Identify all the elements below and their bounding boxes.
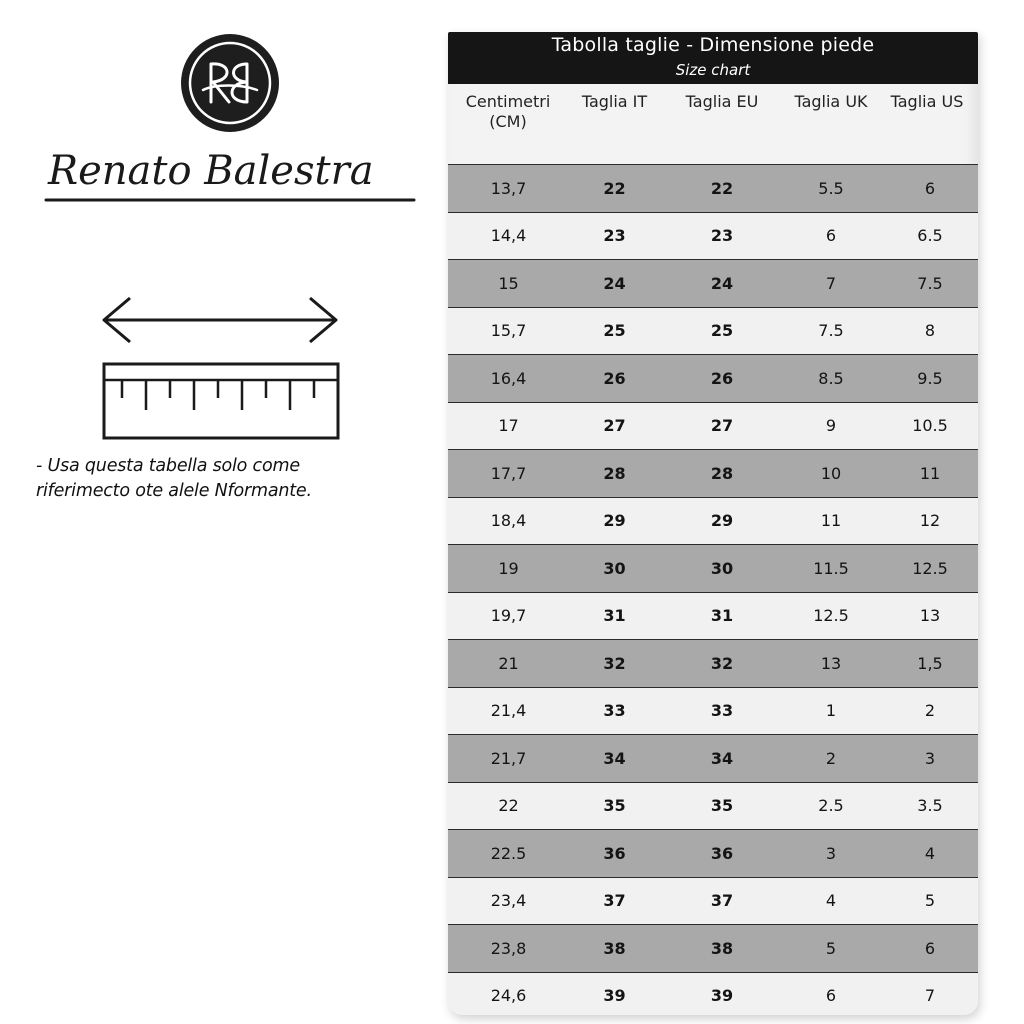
cell-us: 7 bbox=[924, 986, 936, 1006]
cell-cm: 16,4 bbox=[490, 368, 527, 388]
cell-us: 5 bbox=[924, 891, 936, 911]
cell-us: 9.5 bbox=[917, 368, 943, 388]
double-arrow-icon bbox=[96, 292, 344, 348]
cell-uk: 10 bbox=[820, 463, 842, 483]
cell-cm: 23,8 bbox=[490, 938, 527, 958]
cell-uk: 12.5 bbox=[813, 606, 849, 626]
table-row bbox=[448, 972, 978, 1016]
cell-uk: 2 bbox=[825, 748, 837, 768]
cell-us: 6 bbox=[924, 938, 936, 958]
cell-cm: 17,7 bbox=[490, 463, 527, 483]
cell-uk: 6 bbox=[825, 226, 837, 246]
usage-note-line-2: riferimecto ote alele Nformante. bbox=[36, 481, 312, 501]
cell-uk: 6 bbox=[825, 986, 837, 1006]
cell-uk: 3 bbox=[825, 843, 837, 863]
cell-us: 6 bbox=[924, 178, 936, 198]
cell-eu: 28 bbox=[710, 463, 734, 483]
cell-us: 12.5 bbox=[912, 558, 948, 578]
cell-cm: 21 bbox=[498, 653, 519, 673]
cell-uk: 7.5 bbox=[818, 321, 844, 341]
cell-cm: 14,4 bbox=[490, 226, 527, 246]
cell-cm: 19 bbox=[498, 558, 519, 578]
cell-cm: 22 bbox=[498, 796, 519, 816]
brand-name: Renato Balestra bbox=[48, 148, 374, 194]
cell-it: 28 bbox=[603, 463, 626, 483]
cell-us: 11 bbox=[919, 463, 941, 483]
cell-uk: 5 bbox=[825, 938, 837, 958]
cell-cm: 23,4 bbox=[490, 891, 527, 911]
cell-cm: 19,7 bbox=[490, 606, 527, 626]
cell-eu: 25 bbox=[710, 321, 734, 341]
cell-us: 3 bbox=[924, 748, 936, 768]
size-chart-header bbox=[448, 32, 978, 84]
brand-monogram-logo bbox=[181, 34, 279, 132]
cell-it: 39 bbox=[603, 986, 626, 1006]
column-header-uk: Taglia UK bbox=[794, 92, 868, 111]
table-row bbox=[448, 402, 978, 450]
cell-eu: 31 bbox=[710, 606, 734, 626]
cell-it: 31 bbox=[603, 606, 626, 626]
size-chart-subtitle: Size chart bbox=[675, 61, 751, 79]
column-header-it: Taglia IT bbox=[581, 92, 648, 111]
table-row bbox=[448, 212, 978, 260]
cell-eu: 38 bbox=[710, 938, 734, 958]
table-row bbox=[448, 544, 978, 592]
cell-eu: 27 bbox=[710, 416, 734, 436]
table-row bbox=[448, 449, 978, 497]
cell-it: 36 bbox=[603, 843, 626, 863]
table-row bbox=[448, 687, 978, 735]
cell-cm: 21,4 bbox=[490, 701, 527, 721]
cell-it: 26 bbox=[603, 368, 626, 388]
cell-it: 29 bbox=[603, 511, 626, 531]
cell-cm: 21,7 bbox=[490, 748, 527, 768]
cell-it: 30 bbox=[603, 558, 626, 578]
table-row bbox=[448, 354, 978, 402]
table-row bbox=[448, 259, 978, 307]
cell-eu: 24 bbox=[710, 273, 734, 293]
table-row bbox=[448, 307, 978, 355]
size-chart-title: Tabolla taglie - Dimensione piede bbox=[551, 34, 875, 56]
usage-note-line-1: - Usa questa tabella solo come bbox=[36, 456, 300, 476]
cell-cm: 22.5 bbox=[490, 843, 527, 863]
table-row bbox=[448, 639, 978, 687]
cell-uk: 8.5 bbox=[818, 368, 844, 388]
column-header-us: Taglia US bbox=[890, 92, 964, 111]
cell-it: 25 bbox=[603, 321, 626, 341]
cell-uk: 7 bbox=[825, 273, 837, 293]
cell-eu: 34 bbox=[710, 748, 734, 768]
cell-us: 12 bbox=[919, 511, 941, 531]
cell-it: 37 bbox=[603, 891, 626, 911]
cell-it: 27 bbox=[603, 416, 626, 436]
cell-eu: 30 bbox=[710, 558, 734, 578]
cell-eu: 29 bbox=[710, 511, 734, 531]
cell-it: 24 bbox=[603, 273, 626, 293]
cell-eu: 23 bbox=[710, 226, 734, 246]
cell-uk: 4 bbox=[825, 891, 837, 911]
usage-note bbox=[36, 454, 376, 504]
table-row bbox=[448, 924, 978, 972]
table-row bbox=[448, 782, 978, 830]
cell-it: 23 bbox=[603, 226, 626, 246]
table-row bbox=[448, 877, 978, 925]
cell-eu: 33 bbox=[710, 701, 734, 721]
table-row bbox=[448, 164, 978, 212]
cell-us: 10.5 bbox=[912, 416, 948, 436]
ruler-icon bbox=[100, 360, 344, 444]
cell-it: 38 bbox=[603, 938, 626, 958]
cell-uk: 1 bbox=[825, 701, 837, 721]
cell-eu: 39 bbox=[710, 986, 734, 1006]
cell-uk: 5.5 bbox=[818, 178, 844, 198]
cell-it: 32 bbox=[603, 653, 626, 673]
cell-uk: 11.5 bbox=[813, 558, 849, 578]
size-chart-panel bbox=[448, 32, 978, 1015]
cell-uk: 13 bbox=[820, 653, 842, 673]
brand-name-logotype bbox=[40, 138, 424, 210]
cell-us: 2 bbox=[924, 701, 936, 721]
table-row bbox=[448, 829, 978, 877]
column-header-cm: Centimetri (CM) bbox=[465, 92, 551, 131]
cell-us: 1,5 bbox=[917, 653, 943, 673]
cell-cm: 15,7 bbox=[490, 321, 527, 341]
table-row bbox=[448, 592, 978, 640]
cell-cm: 24,6 bbox=[490, 986, 527, 1006]
cell-eu: 37 bbox=[710, 891, 734, 911]
cell-eu: 22 bbox=[710, 178, 734, 198]
cell-cm: 17 bbox=[498, 416, 519, 436]
cell-eu: 36 bbox=[710, 843, 734, 863]
cell-us: 3.5 bbox=[917, 796, 943, 816]
cell-eu: 32 bbox=[710, 653, 734, 673]
size-chart-rows bbox=[448, 164, 978, 1015]
cell-it: 35 bbox=[603, 796, 626, 816]
cell-eu: 35 bbox=[710, 796, 734, 816]
cell-eu: 26 bbox=[710, 368, 734, 388]
cell-us: 4 bbox=[924, 843, 936, 863]
cell-uk: 2.5 bbox=[818, 796, 844, 816]
cell-it: 22 bbox=[603, 178, 626, 198]
cell-cm: 18,4 bbox=[490, 511, 527, 531]
cell-uk: 11 bbox=[820, 511, 842, 531]
table-row bbox=[448, 497, 978, 545]
column-header-eu: Taglia EU bbox=[685, 92, 759, 111]
cell-us: 6.5 bbox=[917, 226, 943, 246]
cell-us: 7.5 bbox=[917, 273, 943, 293]
cell-us: 8 bbox=[924, 321, 936, 341]
cell-cm: 13,7 bbox=[490, 178, 527, 198]
cell-it: 34 bbox=[603, 748, 626, 768]
cell-uk: 9 bbox=[825, 416, 837, 436]
cell-cm: 15 bbox=[498, 273, 519, 293]
cell-us: 13 bbox=[919, 606, 941, 626]
cell-it: 33 bbox=[603, 701, 626, 721]
table-row bbox=[448, 734, 978, 782]
